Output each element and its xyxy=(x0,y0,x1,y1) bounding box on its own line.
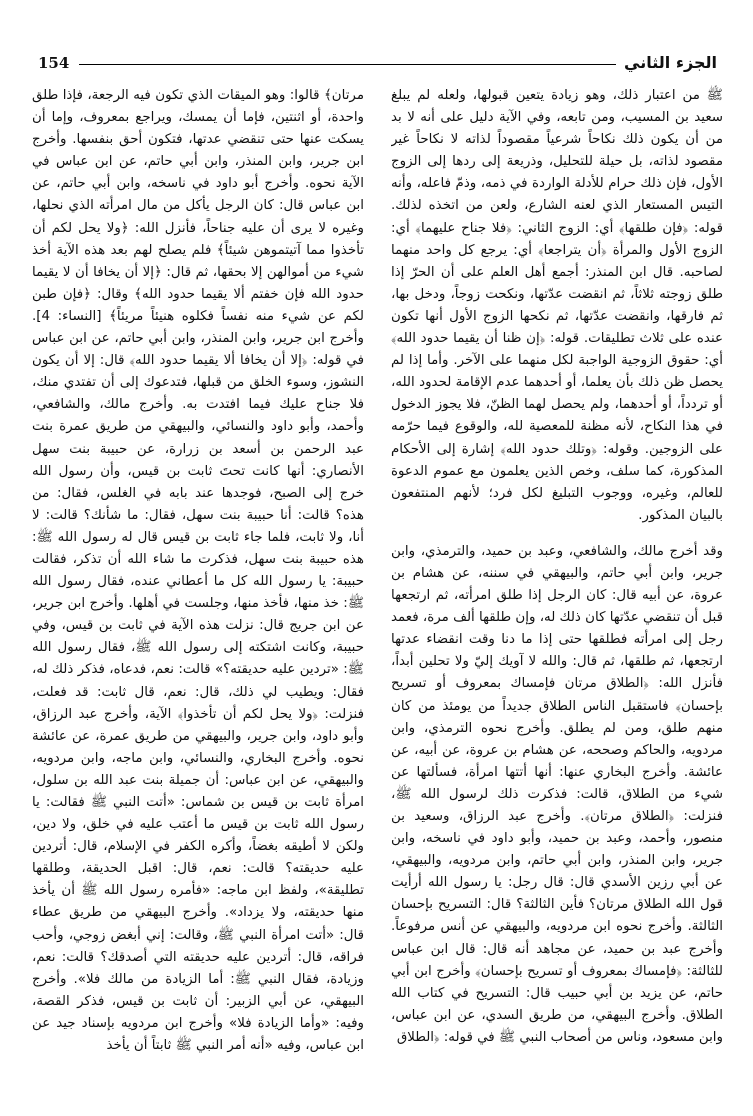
header-rule xyxy=(79,64,616,65)
left-column xyxy=(32,85,364,1098)
paragraph: وقد أخرج مالك، والشافعي، وعبد بن حميد، والترمذي، وابن جرير، وابن أبي حاتم، والبيهقي في سننه، عن هشام بن عروة، عن أبيه قال: كان الرجل إذا طلق امرأته، ثم ارتجعها قبل أن تنقضي عدّتها كان ذلك له، وإن طلقها ألف مرة، فعمد رجل إلى امرأته فطلقها حتى إذا ما دنا وقت انقضاء عدتها ارتجعها، ثم طلقها، ثم قال: والله لا آويك إليّ ولا تحلين أبداً، فأنزل الله: ﴿الطلاق مرتان فإمساك بمعروف أو تسريح بإحسان﴾ فاستقبل الناس الطلاق جديداً من يومئذ من كان منهم طلق، ومن لم يطلق. وأخرج نحوه الترمذي، وابن مردويه، والحاكم وصححه، عن هشام بن عروة، عن أبيه، عن عائشة. وأخرج البخاري عنها: أنها أتتها امرأة، فسألتها عن شيء من الطلاق، قالت: فذكرت ذلك لرسول الله ﷺ، فنزلت: ﴿الطلاق مرتان﴾. وأخرج عبد الرزاق، وسعيد بن منصور، وأحمد، وعبد بن حميد، وأبو داود في ناسخه، وابن جرير، وابن المنذر، وابن أبي حاتم، وابن مردويه، والبيهقي، عن أبي رزين الأسدي قال: قال رجل: يا رسول الله أرأيت قول الله الطلاق مرتان؟ فأين الثالثة؟ قال: التسريح بإحسان الثالثة. وأخرج نحوه ابن مردويه، والبيهقي عن أنس مرفوعاً. وأخرج عبد بن حميد، عن مجاهد أنه قال: قال ابن عباس للثالثة: ﴿فإمساك بمعروف أو تسريح بإحسان﴾ وأخرج ابن أبي حاتم، عن يزيد بن أبي حبيب قال: التسريح في كتاب الله الطلاق. وأخرج البيهقي، من طريق السدي، عن ابن عباس، وابن مسعود، وناس من أصحاب النبي ﷺ في قوله: ﴿الطلاق xyxy=(391,543,723,1045)
right-column xyxy=(391,85,723,1098)
page-number: 154 xyxy=(38,54,70,72)
paragraph: ﷺ من اعتبار ذلك، وهو زيادة يتعين قبولها، ولعله لم يبلغ سعيد بن المسيب، ومن تابعه، وفي الآية دليل على أنه لا بد من أن يكون ذلك نكاحاً شرعياً مقصوداً لذاته لا نكاحاً غير مقصود لذاته، بل حيلة للتحليل، وذريعة إلى ردها إلى الزوج الأول، فإن ذلك حرام للأدلة الواردة في ذمه، وذمّ فاعله، وأنه التيس المستعار الذي لعنه الشارع، ولعن من اتخذه لذلك. قوله: ﴿فإن طلقها﴾ أي: الزوج الثاني: ﴿فلا جناح عليهما﴾ أي: الزوج الأول والمرأة ﴿أن يتراجعا﴾ أي: يرجع كل واحد منهما لصاحبه. قال ابن المنذر: أجمع أهل العلم على أن الحرّ إذا طلق زوجته ثلاثاً، ثم انقضت عدّتها، ونكحت زوجاً، ودخل بها، ثم فارقها، وانقضت عدّتها، ثم نكحها الزوج الأول أنها تكون عنده على ثلاث تطليقات. قوله: ﴿إن ظنا أن يقيما حدود الله﴾ أي: حقوق الزوجية الواجبة لكل منهما على الآخر. وأما إذا لم يحصل ظن ذلك بأن يعلما، أو أحدهما عدم الإقامة لحدود الله، أو تردداً، أو أحدهما، ولم يحصل لهما الظنّ، فلا يجوز الدخول في هذا النكاح، لأنه مظنة للمعصية لله، والوقوع فيما حرّمه على الزوجين. وقوله: ﴿وتلك حدود الله﴾ إشارة إلى الأحكام المذكورة، كما سلف، وخص الذين يعلمون مع عموم الدعوة للعالم، وغيره، ووجوب التبليغ لكل فرد؛ لأنهم المنتفعون بالبيان المذكور. xyxy=(391,88,723,523)
paragraph: مرتان﴾ قالوا: وهو الميقات الذي تكون فيه الرجعة، فإذا طلق واحدة، أو اثنتين، فإما أن يمسك، ويراجع بمعروف، وإما أن يسكت عنها حتى تنقضي عدتها، فتكون أحق بنفسها. وأخرج ابن جرير، وابن المنذر، وابن أبي حاتم، عن ابن عباس في الآية نحوه. وأخرج أبو داود في ناسخه، وابن أبي حاتم، عن ابن عباس قال: كان الرجل يأكل من مال امرأته الذي نحلها، وغيره لا يرى أن عليه جناحاً، فأنزل الله: ﴿ولا يحل لكم أن تأخذوا مما آتيتموهن شيئاً﴾ فلم يصلح لهم بعد هذه الآية أخذ شيء من أموالهن إلا بحقها، ثم قال: ﴿إلا أن يخافا أن لا يقيما حدود الله فإن خفتم ألا يقيما حدود الله﴾ وقال: ﴿فإن طبن لكم عن شيء منه نفساً فكلوه هنيئاً مريئاً﴾ [النساء: 4]. وأخرج ابن جرير، وابن المنذر، وابن أبي حاتم، عن ابن عباس في قوله: ﴿إلا أن يخافا ألا يقيما حدود الله﴾ قال: إلا أن يكون النشوز، وسوء الخلق من قبلها، فتدعوك إلى أن تفتدي منك، فلا جناح عليك فيما افتدت به. وأخرج مالك، والشافعي، وأحمد، وأبو داود والنسائي، والبيهقي من طريق عمرة بنت عبد الرحمن بن أسعد بن زرارة، عن حبيبة بنت سهل الأنصاري: أنها كانت تحتَ ثابت بن قيس، وأن رسول الله خرج إلى الصبح، فوجدها عند بابه في الغلس، فقال: من هذه؟ قالت: أنا حبيبة بنت سهل، فقال: ما شأنك؟ قالت: لا أنا، ولا ثابت، فلما جاء ثابت بن قيس قال له رسول الله ﷺ: هذه حبيبة بنت سهل، فذكرت ما شاء الله أن تذكر، فقالت حبيبة: يا رسول الله كل ما أعطاني عنده، فقال رسول الله ﷺ: خذ منها، فأخذ منها، وجلست في أهلها. وأخرج ابن جرير، عن ابن جريج قال: نزلت هذه الآية في ثابت بن قيس، وفي حبيبة، وكانت اشتكته إلى رسول الله ﷺ، فقال رسول الله ﷺ: «تردين عليه حديقته؟» قالت: نعم، فدعاه، فذكر ذلك له، فقال: ويطيب لي ذلك، قال: نعم، قال ثابت: قد فعلت، فنزلت: ﴿ولا يحل لكم أن تأخذوا﴾ الآية، وأخرج عبد الرزاق، وأبو داود، وابن جرير، والبيهقي من طريق عمرة، عن عائشة نحوه. وأخرج البخاري، والنسائي، وابن ماجه، وابن مردويه، والبيهقي، عن ابن عباس: أن جميلة بنت عبد الله بن سلول، امرأة ثابت بن قيس بن شماس: «أتت النبي ﷺ فقالت: يا رسول الله ثابت بن قيس ما أعتب عليه في خلق، ولا دين، ولكن لا أطيقه بغضاً، وأكره الكفر في الإسلام، قال: أتردين عليه حديقته؟ قالت: نعم، قال: اقبل الحديقة، وطلقها تطليقة»، ولفظ ابن ماجه: «فأمره رسول الله ﷺ أن يأخذ منها حديقته، ولا يزداد». وأخرج البيهقي من طريق عطاء قال: «أتت امرأة النبي ﷺ، وقالت: إني أبغض زوجي، وأحب فراقه، قال: أتردين عليه حديقته التي أصدقك؟ قالت: نعم، وزيادة، فقال النبي ﷺ: أما الزيادة من مالك فلا». وأخرج البيهقي، عن أبي الزبير: أن ثابت بن قيس، فذكر القصة، وفيه: «وأما الزيادة فلا» وأخرج ابن مردويه بإسناد جيد عن ابن عباس، وفيه «أنه أمر النبي ﷺ ثابتاً أن يأخذ xyxy=(32,88,364,1054)
page-header xyxy=(38,40,717,72)
text-columns xyxy=(32,85,723,1098)
part-title: الجزء الثاني xyxy=(624,53,717,72)
